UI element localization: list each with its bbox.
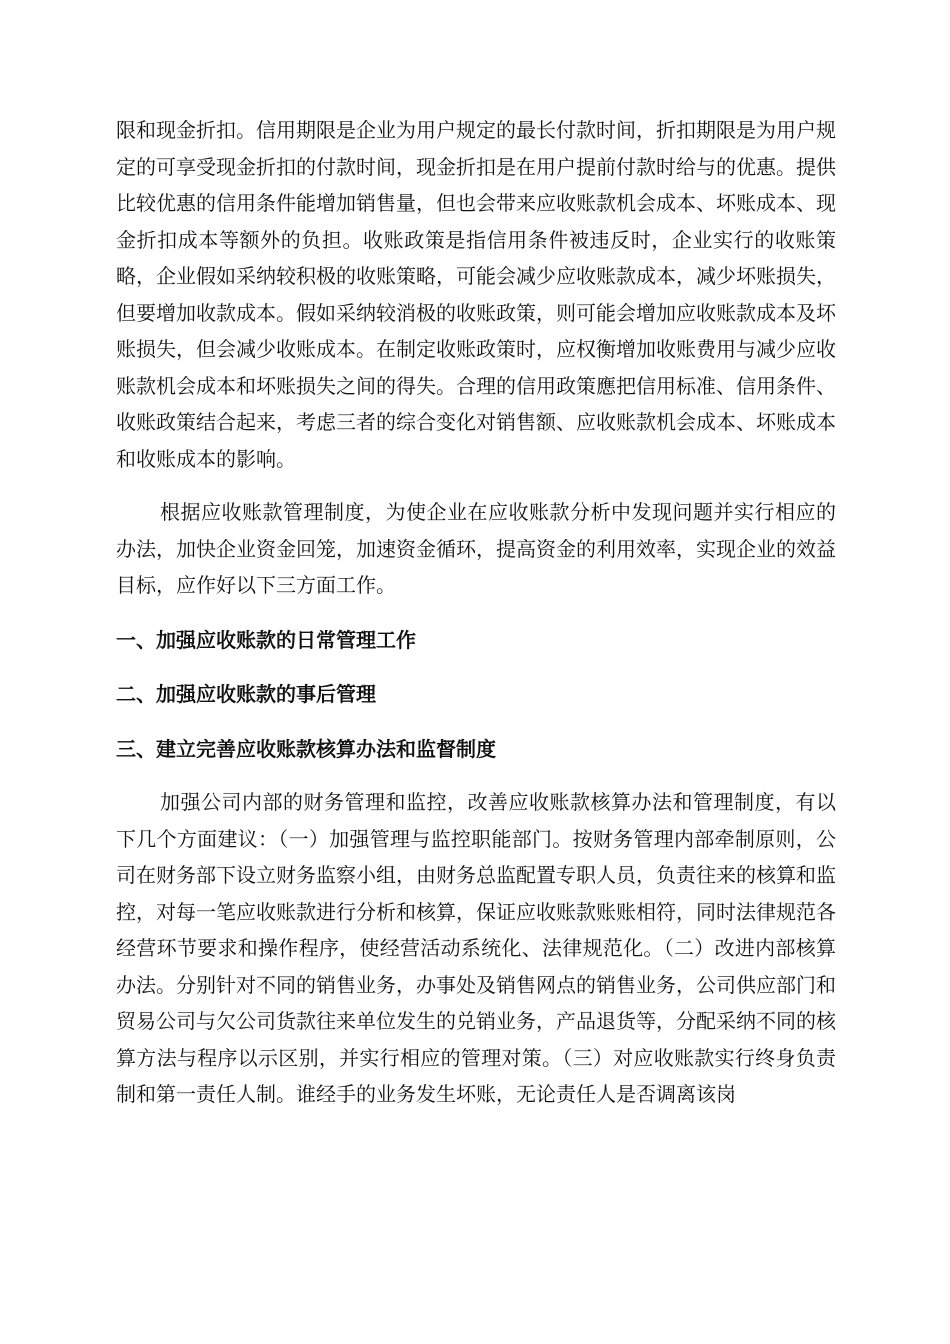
document-body: [116, 112, 836, 1113]
paragraph-management-system: 根据应收账款管理制度，为使企业在应收账款分析中发现问题并实行相应的办法，加快企业资金回笼，加速资金循环，提高资金的利用效率，实现企业的效益目标，应作好以下三方面工作。: [116, 500, 836, 597]
section-heading-daily-management: 一、加强应收账款的日常管理工作: [116, 627, 416, 652]
section-heading-post-management: 二、加强应收账款的事后管理: [116, 682, 376, 706]
paragraph-credit-policy: 限和现金折扣。信用期限是企业为用户规定的最长付款时间，折扣期限是为用户规定的可享受现金折扣的付款时间，现金折扣是在用户提前付款时给与的优惠。提供比较优惠的信用条件能增加销售量，但也会带来应收账款机会成本、坏账成本、现金折扣成本等额外的负担。收账政策是指信用条件被违反时，企业实行的收账策略，企业假如采纳较积极的收账策略，可能会减少应收账款成本，减少坏账损失，但要增加收款成本。假如采纳较消极的收账政策，则可能会增加应收账款成本及坏账损失，但会减少收账成本。在制定收账政策时，应权衡增加收账费用与减少应收账款机会成本和坏账损失之间的得失。合理的信用政策應把信用标准、信用条件、收账政策结合起来，考虑三者的综合变化对销售额、应收账款机会成本、坏账成本和收账成本的影响。: [116, 118, 836, 471]
paragraph-suggestions: 加强公司内部的财务管理和监控，改善应收账款核算办法和管理制度，有以下几个方面建议：（一）加强管理与监控职能部门。按财务管理内部牵制原则，公司在财务部下设立财务监察小组，由财务总监配置专职人员，负责往来的核算和监控，对每一笔应收账款进行分析和核算，保证应收账款账账相符，同时法律规范各经营环节要求和操作程序，使经营活动系统化、法律规范化。（二）改进内部核算办法。分别针对不同的销售业务，办事处及销售网点的销售业务，公司供应部门和贸易公司与欠公司货款往来单位发生的兑销业务，产品退货等，分配采纳不同的核算方法与程序以示区别，并实行相应的管理对策。（三）对应收账款实行终身负责制和第一责任人制。谁经手的业务发生坏账，无论责任人是否调离该岗: [116, 790, 836, 1106]
section-heading-accounting-supervision: 三、建立完善应收账款核算办法和监督制度: [116, 736, 496, 761]
